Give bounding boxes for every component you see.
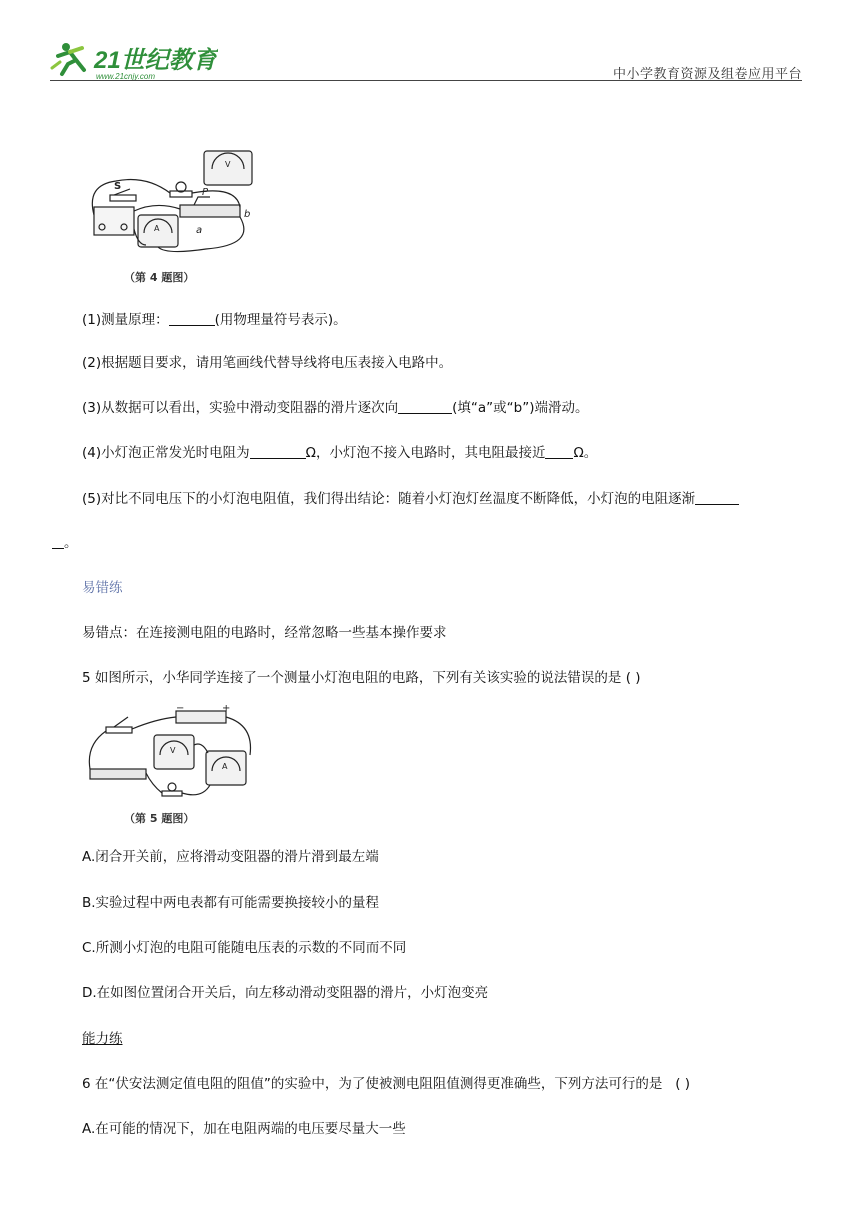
header-divider [50,80,802,81]
q5-option-a[interactable]: A.闭合开关前，应将滑动变阻器的滑片滑到最左端 [82,849,379,865]
circuit-diagram-5 [86,705,266,805]
runner-logo-icon [48,38,218,82]
svg-text:S: S [114,181,122,192]
q4-part4: (4)小灯泡正常发光时电阻为 Ω，小灯泡不接入电路时，其电阻最接近 Ω。 [82,445,598,461]
section-title-easy: 易错练 [82,580,123,596]
platform-name: 中小学教育资源及组卷应用平台 [612,67,802,82]
q4-part5: (5)对比不同电压下的小灯泡电阻值，我们得出结论：随着小灯泡灯丝温度不断降低，小灯泡的电阻逐渐 [82,489,739,509]
svg-text:V: V [225,160,231,169]
figure-4-caption: （第 4 题图） [124,271,195,284]
q6-stem: 6 在“伏安法测定值电阻的阻值”的实验中，为了使被测电阻阻值测得更准确些，下列方法可行的是 ( ) [82,1076,691,1092]
answer-blank[interactable] [250,444,306,459]
figure-4 [86,145,266,285]
answer-blank[interactable] [169,311,215,326]
q5-stem: 5 如图所示，小华同学连接了一个测量小灯泡电阻的电路，下列有关该实验的说法错误的是 ( ) [82,670,641,686]
q5-option-d[interactable]: D.在如图位置闭合开关后，向左移动滑动变阻器的滑片，小灯泡变亮 [82,985,489,1001]
answer-blank[interactable] [398,399,452,414]
q6-option-a[interactable]: A.在可能的情况下，加在电阻两端的电压要尽量大一些 [82,1121,406,1137]
q5-option-b[interactable]: B.实验过程中两电表都有可能需要换接较小的量程 [82,895,380,911]
q4-part1: (1)测量原理： (用物理量符号表示)。 [82,312,347,328]
answer-blank[interactable] [545,444,573,459]
q4-part3: (3)从数据可以看出，实验中滑动变阻器的滑片逐次向 (填“a”或“b”)端滑动。 [82,400,589,416]
q4-part2: (2)根据题目要求，请用笔画线代替导线将电压表接入电路中。 [82,355,453,371]
svg-text:a: a [196,225,203,236]
svg-text:b: b [244,209,251,220]
q5-option-c[interactable]: C.所测小灯泡的电阻可能随电压表的示数的不同而不同 [82,940,407,956]
answer-blank[interactable] [695,490,739,505]
site-logo [48,38,218,82]
svg-text:A: A [222,762,228,771]
figure-5-caption: （第 5 题图） [124,812,195,825]
answer-blank[interactable] [52,534,64,549]
section-note-easy: 易错点：在连接测电阻的电路时，经常忽略一些基本操作要求 [82,625,447,641]
q4-part5-continuation: 。 [52,533,78,553]
svg-text:P: P [202,187,209,198]
figure-5 [86,705,266,835]
section-title-ability: 能力练 [82,1031,123,1047]
svg-text:A: A [154,224,160,233]
svg-text:V: V [170,746,176,755]
svg-text:+: + [222,705,231,714]
svg-text:−: − [176,705,185,714]
svg-text:21世纪教育: 21世纪教育 [94,47,217,74]
svg-text:www.21cnjy.com: www.21cnjy.com [96,72,155,81]
circuit-diagram-4 [86,145,266,265]
